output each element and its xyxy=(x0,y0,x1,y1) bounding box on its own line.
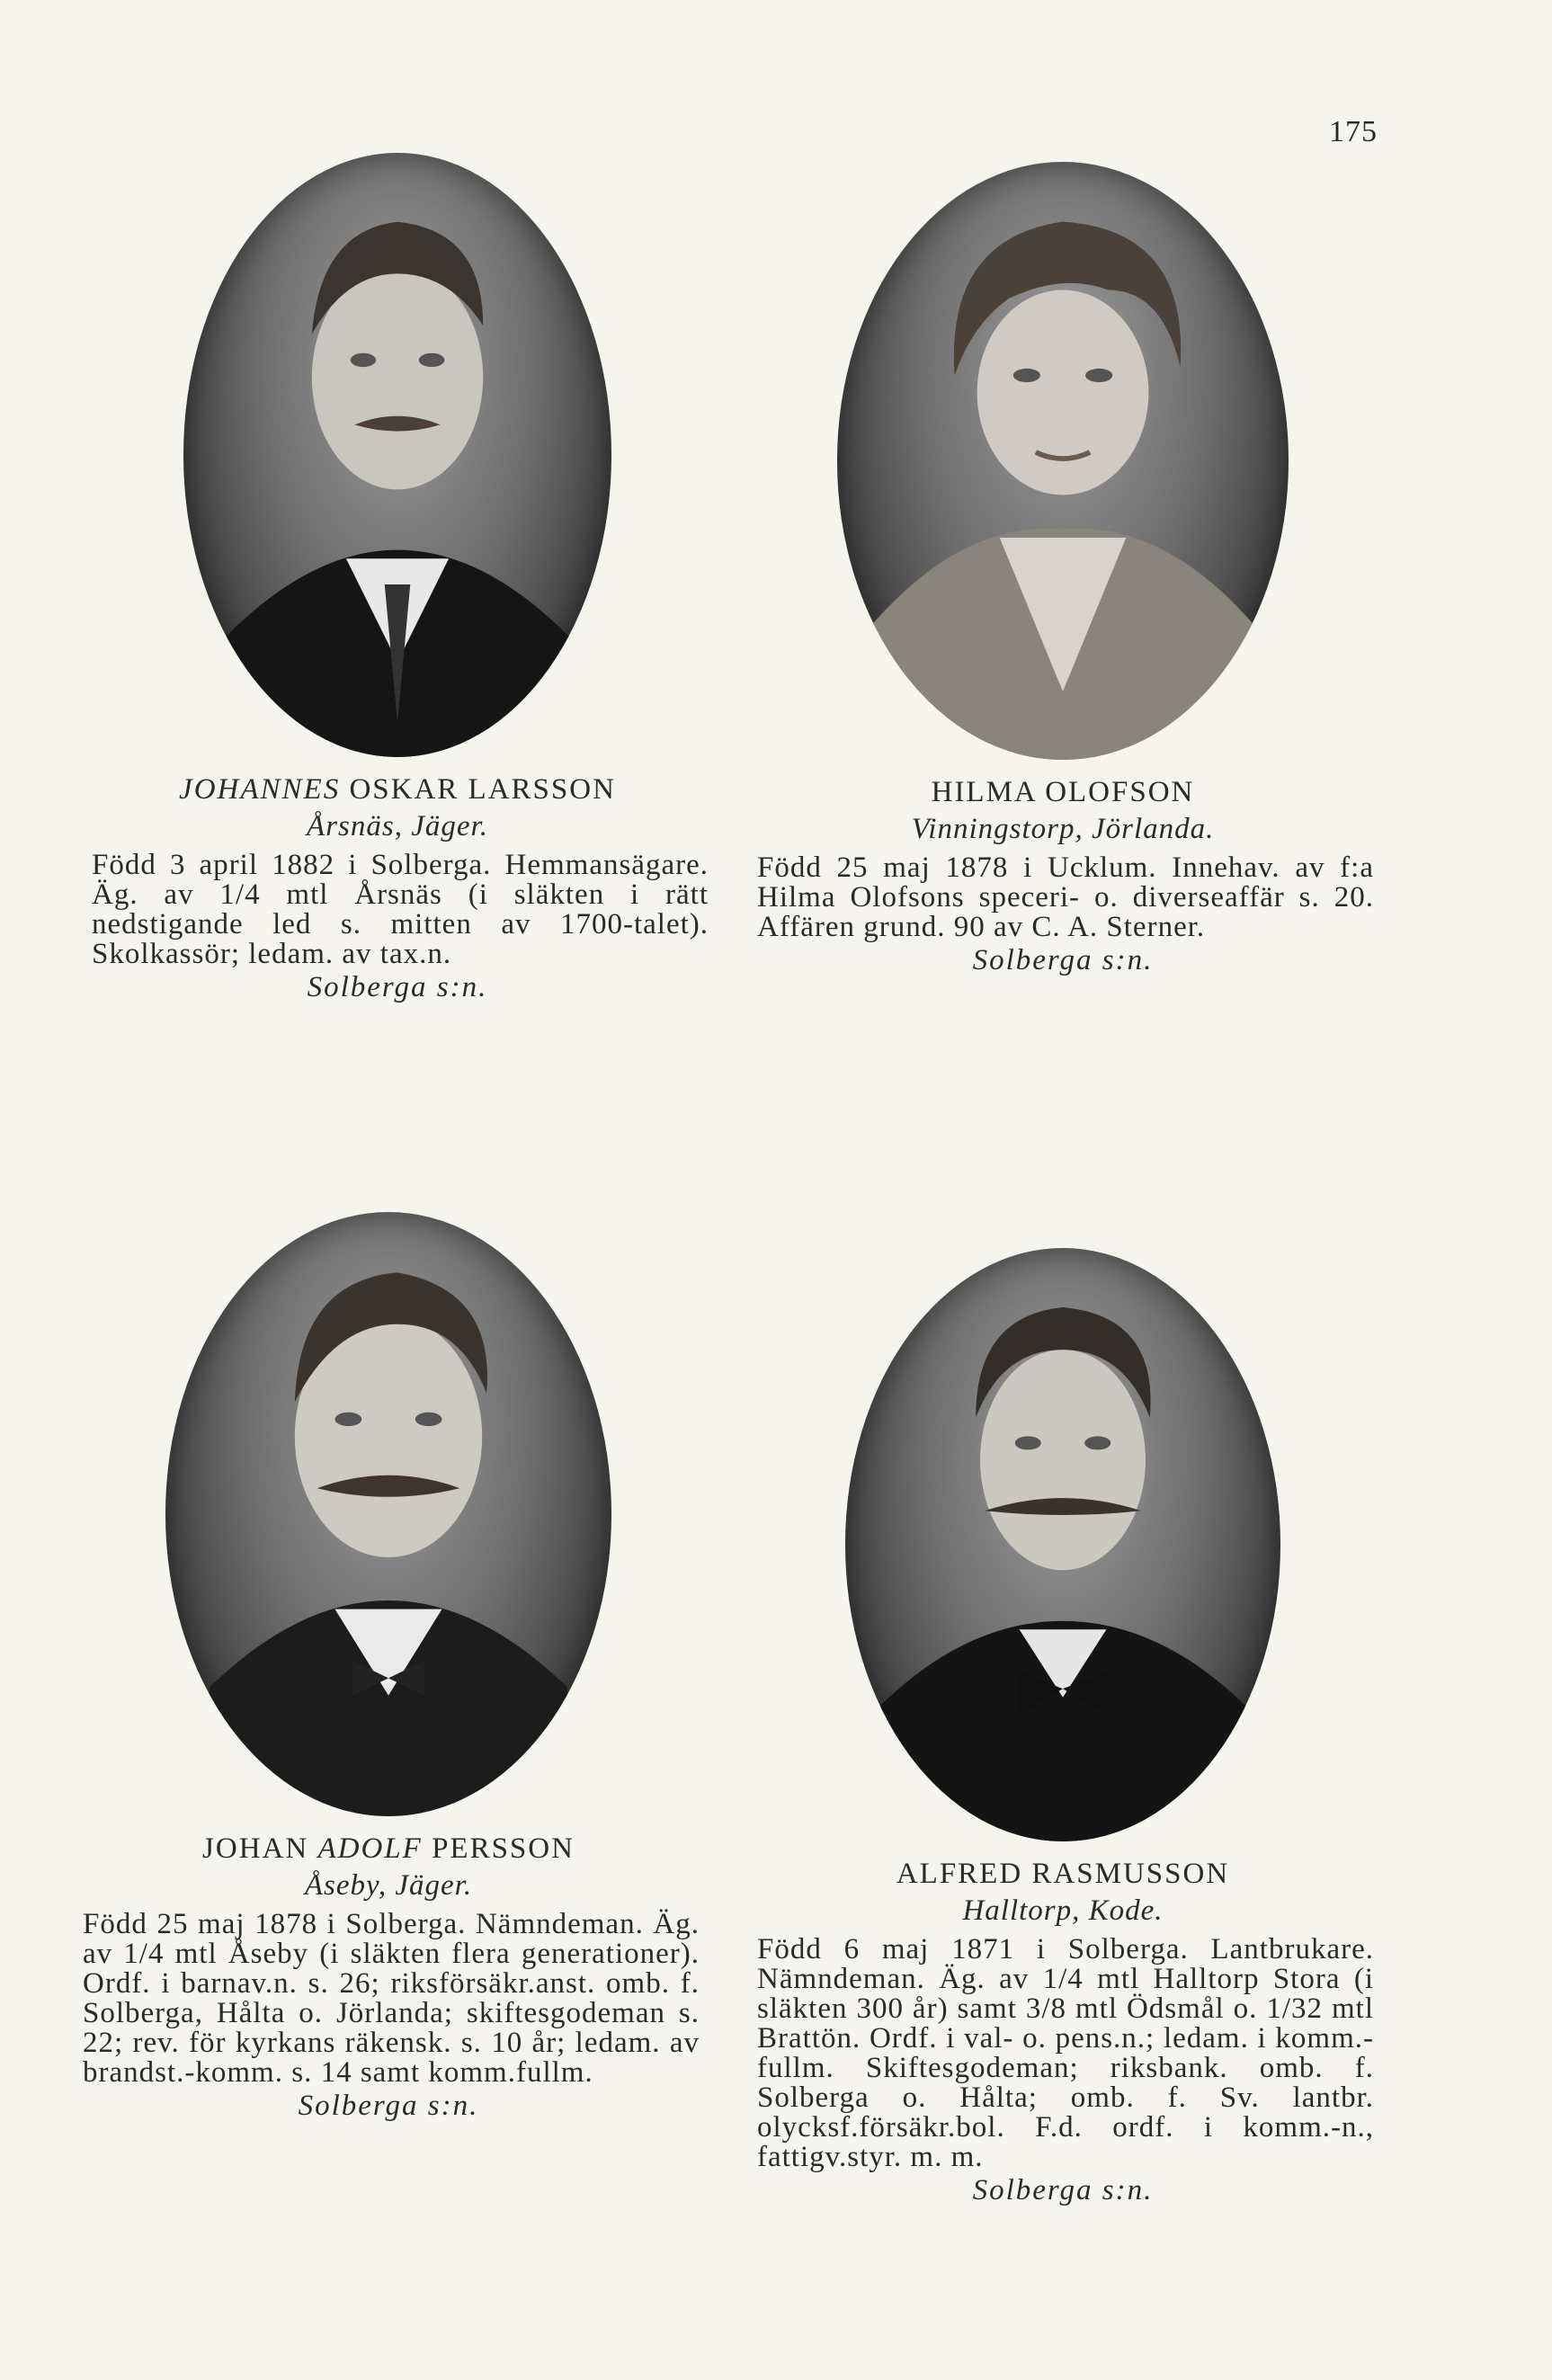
person-name: ALFRED RASMUSSON xyxy=(896,1858,1230,1890)
residence: Åseby, Jäger. xyxy=(304,1869,473,1902)
person-name: JOHAN ADOLF PERSSON xyxy=(202,1832,575,1865)
portrait-photo xyxy=(183,153,611,757)
parish: Solberga s:n. xyxy=(307,971,488,1003)
biography: Född 25 maj 1878 i Ucklum. Innehav. av f:a Hilma Olofsons speceri- o. diverseaffär s. 20. Affären grund. 90 av C. A. Sterner. xyxy=(757,851,1374,943)
residence: Vinningstorp, Jörlanda. xyxy=(911,813,1215,845)
biography: Född 25 maj 1878 i Solberga. Nämndeman. Äg. av 1/4 mtl Åseby (i släkten flera generationer). Ordf. i barnav.n. s. 26; riksförsäkr.anst. omb. f. Solberga, Hålta o. Jörlanda; skiftesgodeman s. 22; rev. för kyrkans räkensk. s. 10 år; ledam. av brandst.-komm. s. 14 samt komm.fullm. xyxy=(83,1908,700,2089)
biography: Född 3 april 1882 i Solberga. Hemmansägare. Äg. av 1/4 mtl Årsnäs (i släkten i rätt nedstigande led s. mitten av 1700-talet). Skolkassör; ledam. av tax.n. xyxy=(92,849,709,970)
entry-johan-adolf-persson xyxy=(65,1212,712,2121)
portrait-photo xyxy=(165,1212,611,1816)
entry-johannes-oskar-larsson xyxy=(74,153,721,1003)
person-name: HILMA OLOFSON xyxy=(931,776,1195,808)
page-number: 175 xyxy=(1329,115,1378,148)
parish: Solberga s:n. xyxy=(972,2174,1154,2206)
parish: Solberga s:n. xyxy=(972,944,1154,976)
entry-alfred-rasmusson xyxy=(739,1248,1387,2206)
man-portrait-icon xyxy=(183,153,611,757)
residence: Halltorp, Kode. xyxy=(962,1894,1164,1927)
man-portrait-icon xyxy=(845,1248,1280,1841)
parish: Solberga s:n. xyxy=(298,2090,479,2122)
man-portrait-icon xyxy=(165,1212,611,1816)
residence: Årsnäs, Jäger. xyxy=(307,810,488,842)
biography: Född 6 maj 1871 i Solberga. Lantbrukare. Nämndeman. Äg. av 1/4 mtl Halltorp Stora (i släkten 300 år) samt 3/8 mtl Ödsmål o. 1/32 mtl Brattön. Ordf. i val- o. pens.n.; ledam. i komm.-fullm. Skiftesgodeman; riksbank. omb. f. Solberga o. Hålta; omb. f. Sv. lantbr. olycksf.försäkr.bol. F.d. ordf. i komm.-n., fattigv.styr. m. m. xyxy=(757,1933,1374,2173)
entry-hilma-olofson xyxy=(739,162,1387,976)
person-name: JOHANNES OSKAR LARSSON xyxy=(179,773,616,806)
portrait-photo xyxy=(845,1248,1280,1841)
portrait-photo xyxy=(837,162,1289,760)
woman-portrait-icon xyxy=(837,162,1289,760)
